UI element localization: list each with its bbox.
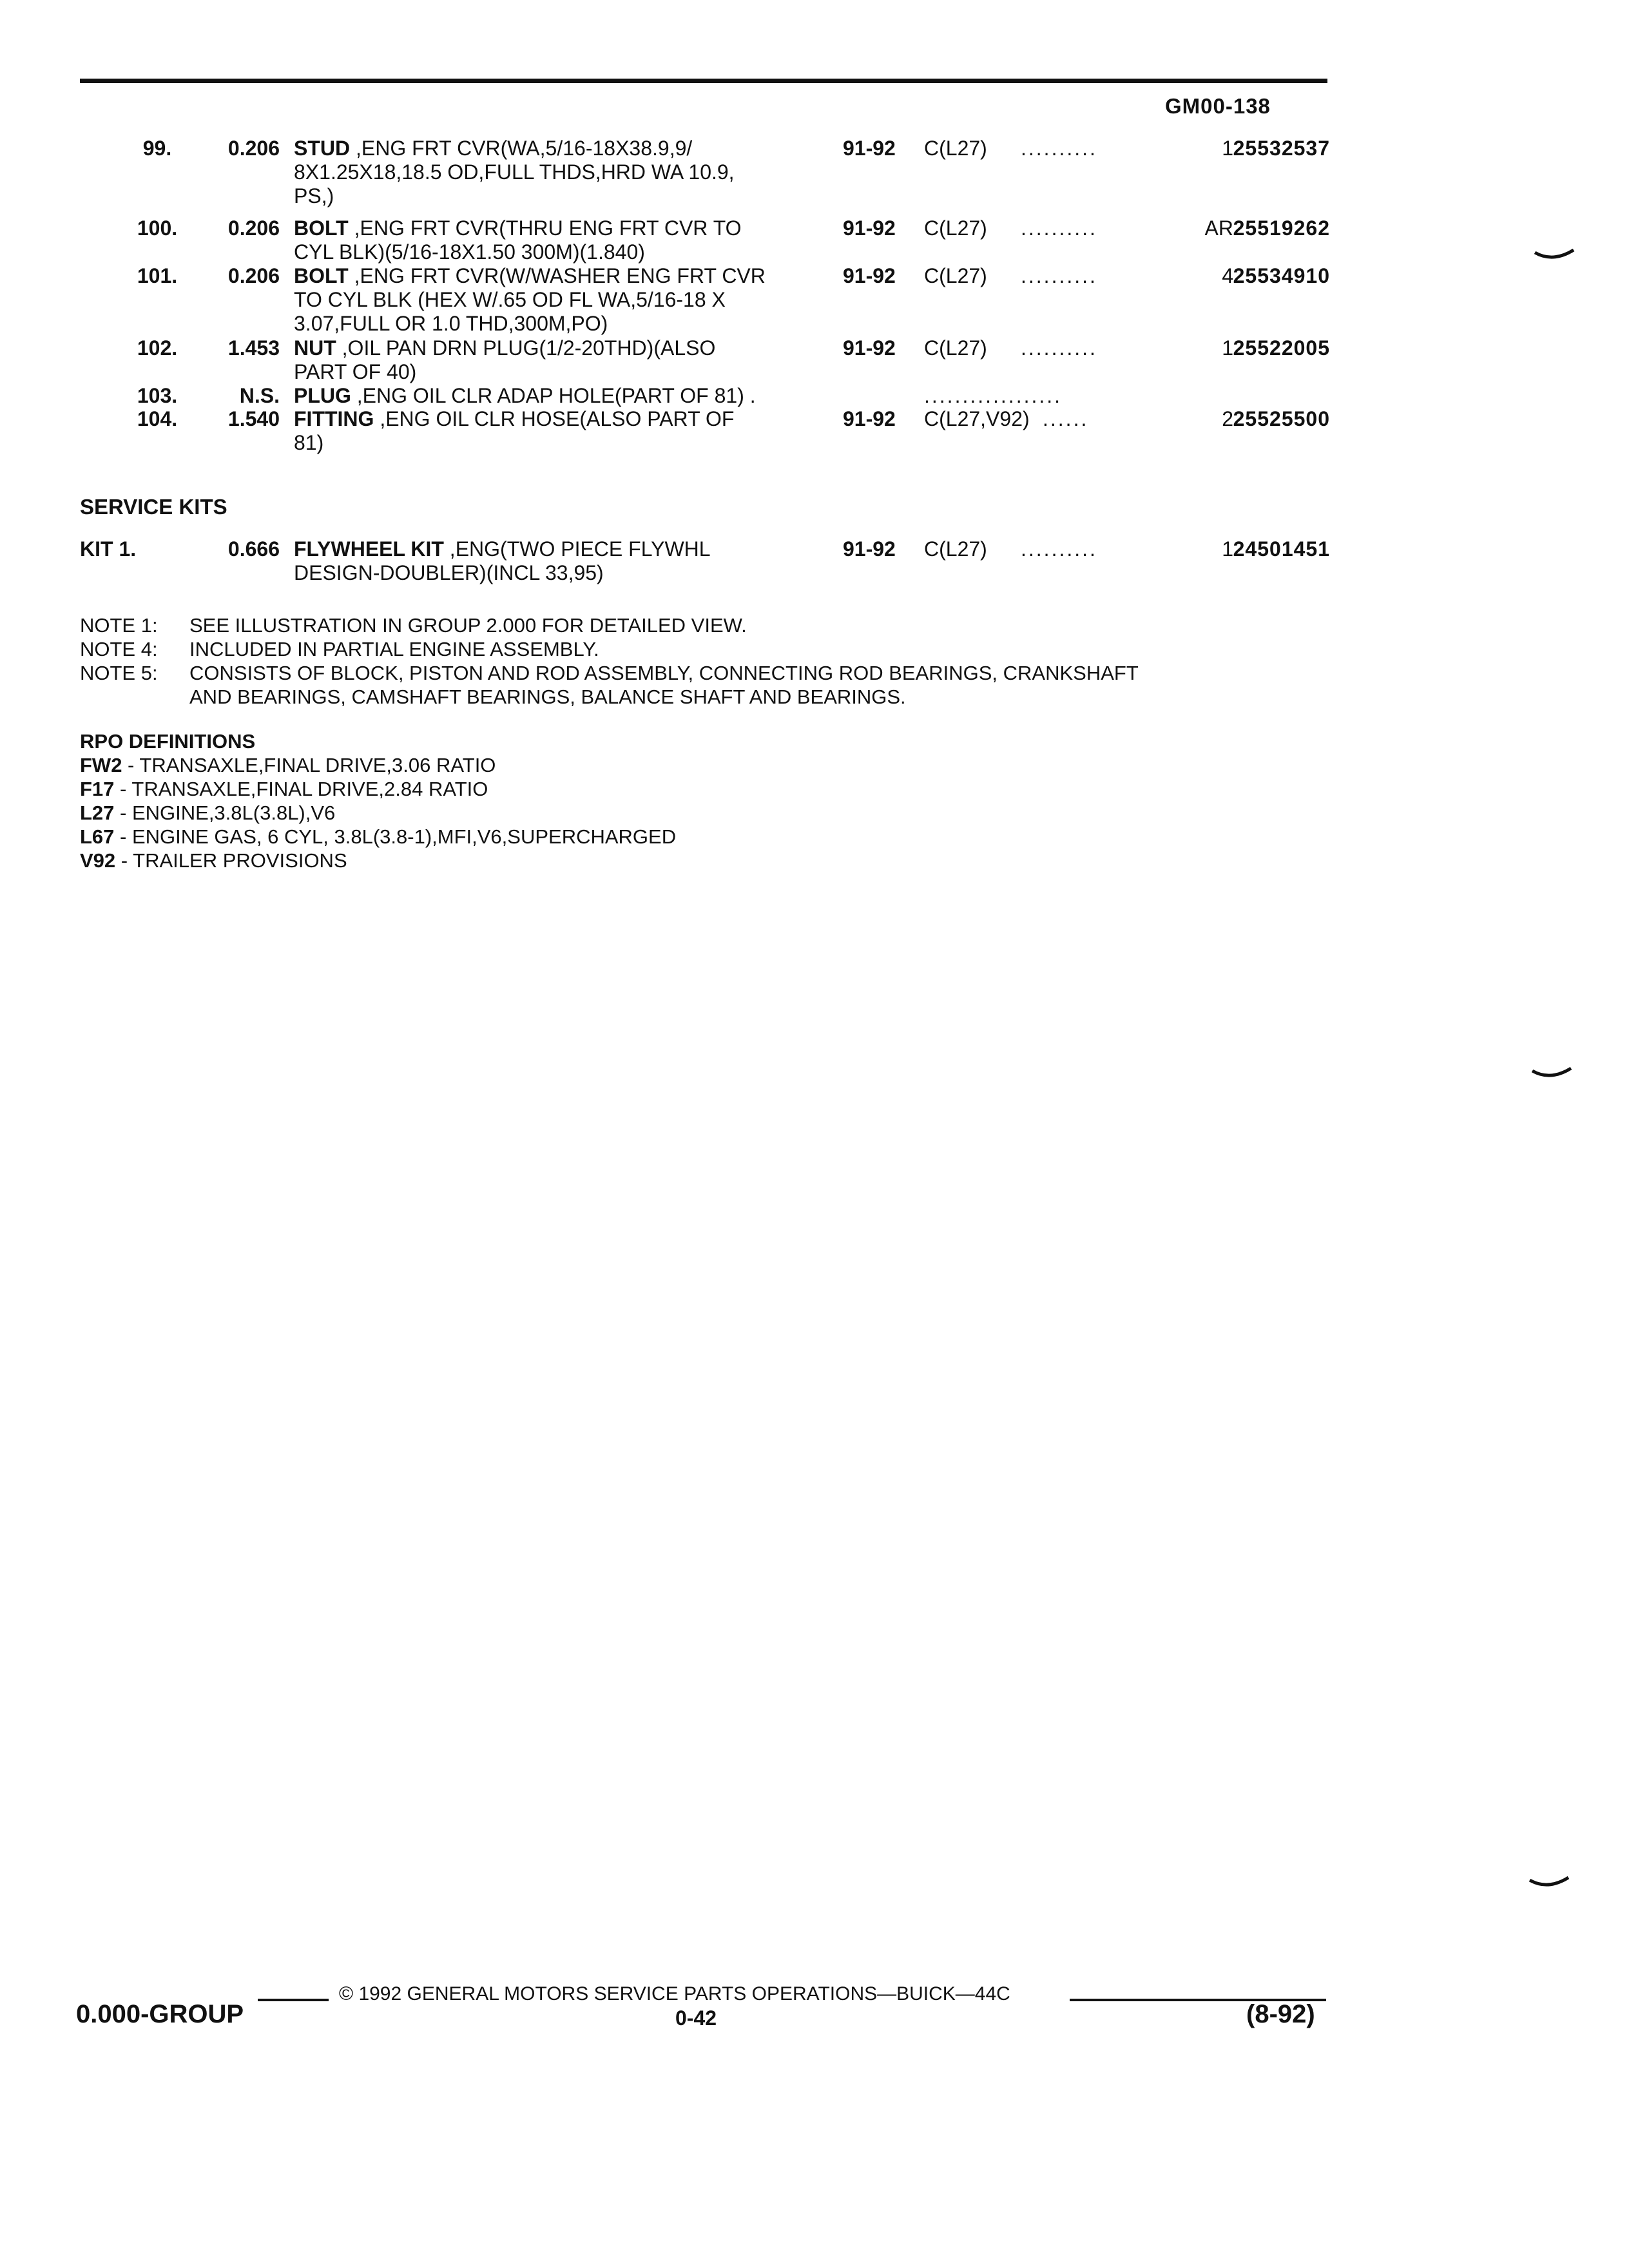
leader-dots: .......... <box>1021 216 1097 240</box>
figure-number: 0.206 <box>227 264 280 287</box>
part-number: 25519262 <box>1233 216 1330 240</box>
parts-table-row <box>80 264 1330 336</box>
figure-number: 0.206 <box>227 137 280 160</box>
rpo-text: - ENGINE,3.8L(3.8L),V6 <box>114 802 336 824</box>
model-years: 91-92 <box>843 264 896 287</box>
description-line: TO CYL BLK (HEX W/.65 OD FL WA,5/16-18 X <box>294 288 726 311</box>
binding-mark-icon <box>1531 1067 1572 1081</box>
rpo-definitions <box>80 729 676 872</box>
description-text: ,ENG FRT CVR(W/WASHER ENG FRT CVR <box>348 264 766 287</box>
part-description <box>294 137 874 208</box>
part-description <box>294 264 874 336</box>
item-number: 104. <box>137 407 178 430</box>
note-text: AND BEARINGS, CAMSHAFT BEARINGS, BALANCE SHAFT AND BEARINGS. <box>189 686 906 708</box>
rpo-definition <box>80 825 676 849</box>
quantity: 1 <box>1222 336 1233 360</box>
parts-table-row <box>80 216 1330 264</box>
model-years: 91-92 <box>843 137 896 160</box>
rpo-definition <box>80 777 676 801</box>
page-number: 0-42 <box>675 2006 717 2030</box>
rpo-definition <box>80 849 676 872</box>
item-number: KIT 1. <box>80 537 137 561</box>
item-number: 103. <box>137 384 178 407</box>
service-kits-heading: SERVICE KITS <box>80 495 227 519</box>
figure-number: 1.453 <box>227 336 280 360</box>
rpo-code: FW2 <box>80 754 122 776</box>
part-number: 25522005 <box>1233 336 1330 360</box>
figure-number: 0.206 <box>227 216 280 240</box>
figure-number: 1.540 <box>227 407 280 430</box>
part-name: PLUG <box>294 384 351 407</box>
part-number: 25525500 <box>1233 407 1330 430</box>
model-years: 91-92 <box>843 336 896 360</box>
quantity: 2 <box>1222 407 1233 430</box>
note-label: NOTE 4: <box>80 638 158 660</box>
rpo-text: - TRAILER PROVISIONS <box>115 849 347 872</box>
description-line: DESIGN-DOUBLER)(INCL 33,95) <box>294 561 604 584</box>
figure-number: N.S. <box>239 384 280 407</box>
parts-table-row <box>80 137 1330 208</box>
series-code: C(L27) <box>924 537 987 561</box>
leader-dots: .......... <box>1021 537 1097 561</box>
series-code: C(L27,V92) <box>924 407 1030 430</box>
quantity: AR <box>1204 216 1233 240</box>
note-text: SEE ILLUSTRATION IN GROUP 2.000 FOR DETAILED VIEW. <box>189 614 747 637</box>
description-text: ,ENG FRT CVR(THRU ENG FRT CVR TO <box>348 216 742 240</box>
description-text: ,ENG FRT CVR(WA,5/16-18X38.9,9/ <box>350 137 693 160</box>
description-line: CYL BLK)(5/16-18X1.50 300M)(1.840) <box>294 240 645 264</box>
quantity: 1 <box>1222 137 1233 160</box>
note-label: NOTE 5: <box>80 662 158 684</box>
description-text: ,ENG OIL CLR HOSE(ALSO PART OF <box>374 407 735 430</box>
part-name: FITTING <box>294 407 374 430</box>
part-number: 25532537 <box>1233 137 1330 160</box>
series-code: C(L27) <box>924 216 987 240</box>
parts-table-row <box>80 407 1330 455</box>
rpo-text: - TRANSAXLE,FINAL DRIVE,3.06 RATIO <box>122 754 496 776</box>
parts-table-row <box>80 384 1330 408</box>
description-line: 8X1.25X18,18.5 OD,FULL THDS,HRD WA 10.9, <box>294 160 735 184</box>
description-line: PART OF 40) <box>294 360 417 383</box>
binding-mark-icon <box>1528 1876 1570 1890</box>
quantity: 1 <box>1222 537 1233 561</box>
note-text: CONSISTS OF BLOCK, PISTON AND ROD ASSEMBLY, CONNECTING ROD BEARINGS, CRANKSHAFT <box>189 662 1139 684</box>
rpo-definition <box>80 801 676 825</box>
model-years: 91-92 <box>843 216 896 240</box>
part-number: 25534910 <box>1233 264 1330 287</box>
rpo-code: V92 <box>80 849 116 872</box>
footer-rule <box>258 1999 329 2001</box>
top-rule <box>80 79 1327 83</box>
part-name: NUT <box>294 336 336 360</box>
description-line <box>294 407 874 431</box>
parts-table-row <box>80 537 1330 585</box>
part-number: 24501451 <box>1233 537 1330 561</box>
part-description <box>294 336 874 384</box>
parts-table-row <box>80 336 1330 384</box>
description-line: PS,) <box>294 184 334 207</box>
leader-dots: ...... <box>1043 407 1089 430</box>
model-years: 91-92 <box>843 537 896 561</box>
rpo-code: L67 <box>80 825 115 848</box>
part-description <box>294 384 874 408</box>
part-name: BOLT <box>294 216 349 240</box>
description-line <box>294 384 874 408</box>
part-name: BOLT <box>294 264 349 287</box>
series-code: C(L27) <box>924 264 987 287</box>
item-number: 99. <box>142 137 172 160</box>
part-description <box>294 216 874 264</box>
rpo-code: F17 <box>80 778 115 800</box>
leader-dots: .......... <box>1021 336 1097 360</box>
part-name: STUD <box>294 137 351 160</box>
description-line <box>294 216 874 240</box>
note-text: INCLUDED IN PARTIAL ENGINE ASSEMBLY. <box>189 638 599 660</box>
description-text: ,ENG OIL CLR ADAP HOLE(PART OF 81) . <box>351 384 756 407</box>
binding-mark-icon <box>1534 249 1575 263</box>
note-label: NOTE 1: <box>80 614 158 637</box>
leader-dots: .......... <box>1021 264 1097 287</box>
part-description <box>294 407 874 455</box>
description-line <box>294 264 874 288</box>
rpo-text: - ENGINE GAS, 6 CYL, 3.8L(3.8-1),MFI,V6,SUPERCHARGED <box>114 825 677 848</box>
page-code: GM00-138 <box>1165 94 1271 118</box>
series-code: C(L27) <box>924 137 987 160</box>
footer-group: 0.000-GROUP <box>76 2000 244 2028</box>
description-line: 3.07,FULL OR 1.0 THD,300M,PO) <box>294 312 608 335</box>
leader-dots: .......... <box>1021 137 1097 160</box>
quantity: 4 <box>1222 264 1233 287</box>
rpo-heading: RPO DEFINITIONS <box>80 730 256 753</box>
footer-copyright: © 1992 GENERAL MOTORS SERVICE PARTS OPERATIONS—BUICK—44C <box>339 1983 1010 2004</box>
leader-dots: .................. <box>924 384 1063 407</box>
model-years: 91-92 <box>843 407 896 430</box>
description-text: ,ENG(TWO PIECE FLYWHL <box>443 537 711 561</box>
footer-date: (8-92) <box>1246 2000 1315 2028</box>
item-number: 101. <box>137 264 178 287</box>
figure-number: 0.666 <box>227 537 280 561</box>
description-line <box>294 137 874 160</box>
description-line <box>294 336 874 360</box>
description-text: ,OIL PAN DRN PLUG(1/2-20THD)(ALSO <box>336 336 716 360</box>
part-name: FLYWHEEL KIT <box>294 537 444 561</box>
description-line: 81) <box>294 431 324 454</box>
part-description <box>294 537 874 585</box>
description-line <box>294 537 874 561</box>
rpo-definition <box>80 753 676 777</box>
rpo-text: - TRANSAXLE,FINAL DRIVE,2.84 RATIO <box>114 778 488 800</box>
rpo-code: L27 <box>80 802 115 824</box>
series-code: C(L27) <box>924 336 987 360</box>
item-number: 102. <box>137 336 178 360</box>
item-number: 100. <box>137 216 178 240</box>
